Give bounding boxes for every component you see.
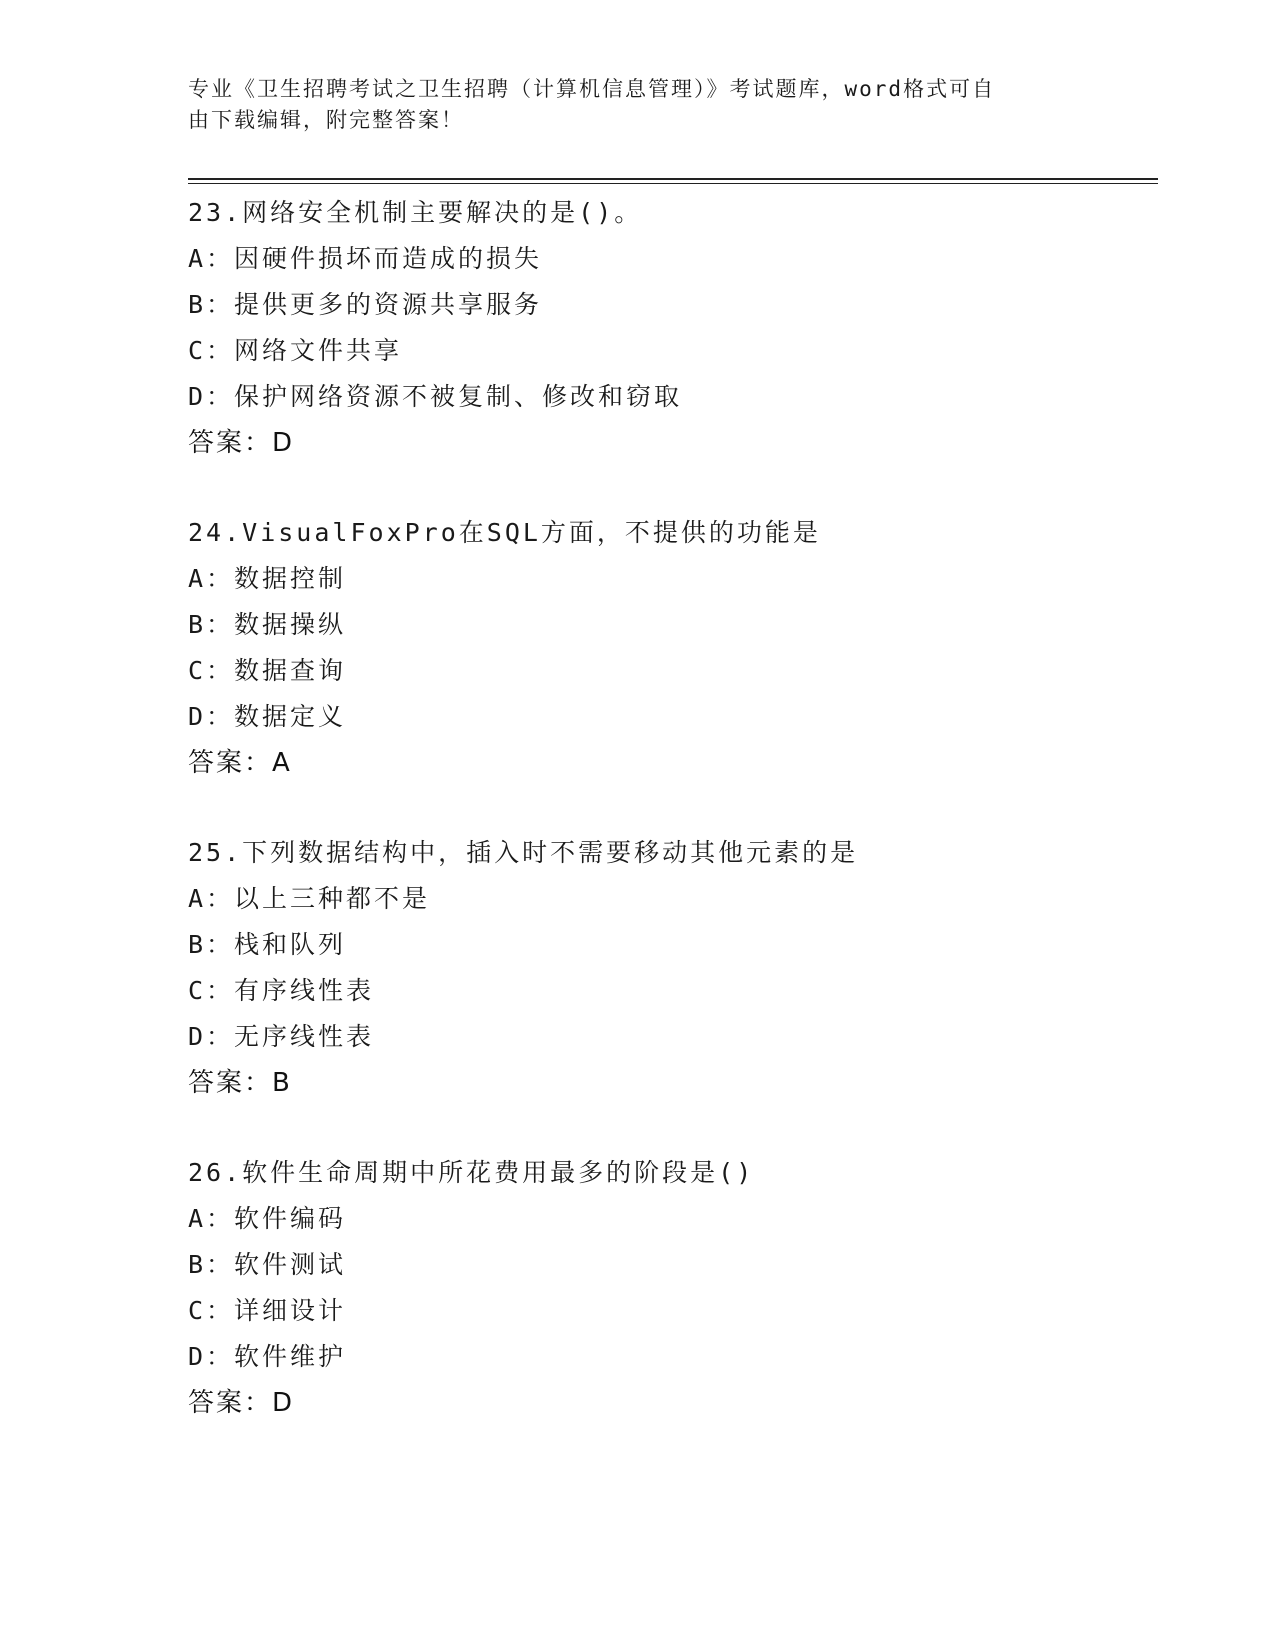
- document-header: [188, 74, 1068, 136]
- option-b: B：栈和队列: [188, 930, 347, 959]
- answer-line: 答案：D: [188, 428, 295, 458]
- question-block: [188, 830, 1168, 1106]
- header-line-1: 专业《卫生招聘考试之卫生招聘（计算机信息管理）》考试题库，word格式可自: [188, 77, 996, 101]
- option-c: C：数据查询: [188, 656, 347, 685]
- question-list: [188, 190, 1168, 1470]
- option-d: D：数据定义: [188, 702, 347, 731]
- question-block: [188, 510, 1168, 786]
- option-d: D：软件维护: [188, 1342, 347, 1371]
- answer-line: 答案：D: [188, 1388, 295, 1418]
- option-a: A：数据控制: [188, 564, 347, 593]
- question-block: [188, 1150, 1168, 1426]
- option-d: D：保护网络资源不被复制、修改和窃取: [188, 382, 683, 411]
- option-a: A：软件编码: [188, 1204, 347, 1233]
- header-divider-thick: [188, 178, 1158, 180]
- answer-line: 答案：A: [188, 748, 292, 778]
- header-line-2: 由下载编辑，附完整答案！: [188, 108, 464, 132]
- question-stem: 24.VisualFoxPro在SQL方面，不提供的功能是: [188, 518, 821, 547]
- option-c: C：网络文件共享: [188, 336, 403, 365]
- question-block: [188, 190, 1168, 466]
- answer-line: 答案：B: [188, 1068, 292, 1098]
- option-b: B：提供更多的资源共享服务: [188, 290, 543, 319]
- option-c: C：有序线性表: [188, 976, 375, 1005]
- option-a: A：以上三种都不是: [188, 884, 431, 913]
- question-stem: 25.下列数据结构中，插入时不需要移动其他元素的是: [188, 838, 859, 867]
- question-stem: 26.软件生命周期中所花费用最多的阶段是(): [188, 1158, 755, 1187]
- option-b: B：数据操纵: [188, 610, 347, 639]
- option-c: C：详细设计: [188, 1296, 347, 1325]
- option-b: B：软件测试: [188, 1250, 347, 1279]
- option-d: D：无序线性表: [188, 1022, 375, 1051]
- option-a: A：因硬件损坏而造成的损失: [188, 244, 543, 273]
- header-divider-thin: [188, 183, 1158, 184]
- question-stem: 23.网络安全机制主要解决的是()。: [188, 198, 643, 227]
